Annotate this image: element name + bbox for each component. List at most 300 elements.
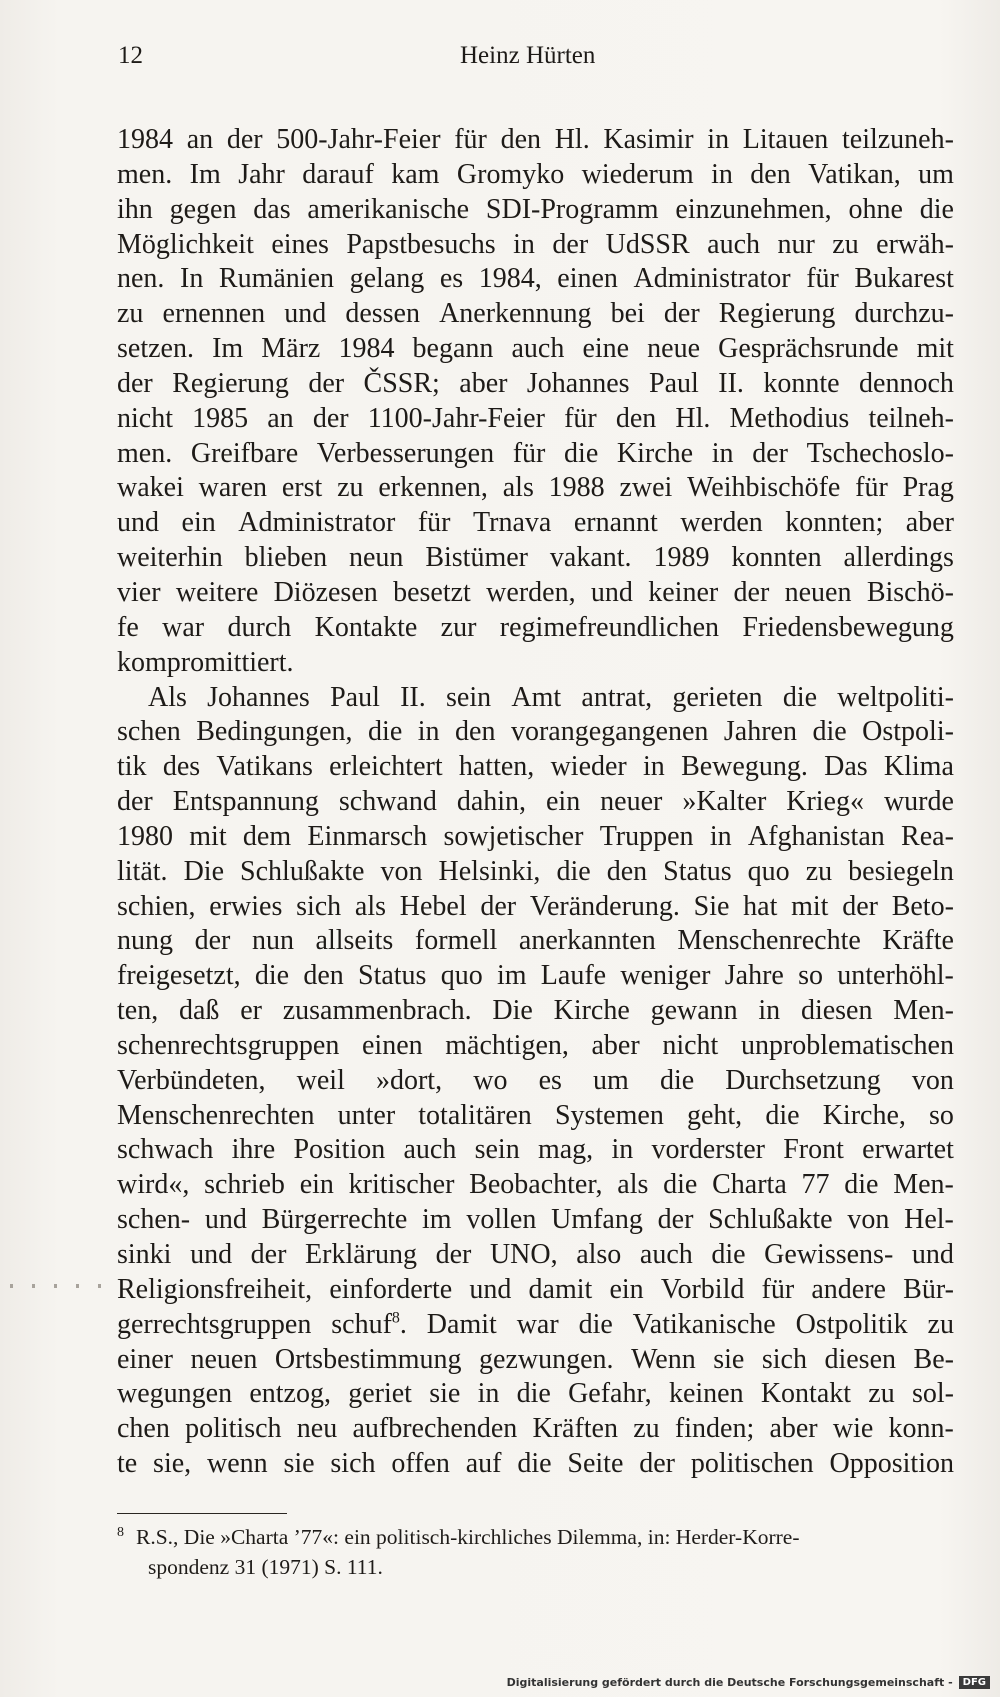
word: Klima xyxy=(883,751,954,783)
word: der xyxy=(657,1204,694,1236)
word: neu xyxy=(296,1413,338,1445)
word: Kirche xyxy=(553,995,630,1027)
word: die xyxy=(564,437,599,469)
word: auch xyxy=(511,333,565,365)
word: Administrator xyxy=(238,507,396,539)
word: zu xyxy=(805,855,833,887)
word: Greifbare xyxy=(190,437,299,469)
word: erleichtert xyxy=(329,751,443,783)
word: mächtigen, xyxy=(445,1029,569,1061)
word: wo xyxy=(473,1064,508,1096)
word: Kirche xyxy=(616,437,694,469)
text-line xyxy=(117,1029,954,1064)
text-line xyxy=(117,123,954,158)
word: hat xyxy=(743,890,778,922)
word: wenn xyxy=(206,1448,268,1480)
word: einzunehmen, xyxy=(675,193,832,225)
word: Ortsbestimmung xyxy=(274,1343,462,1375)
word: Schlußakte xyxy=(708,1204,833,1236)
word: ein xyxy=(181,507,216,539)
text-line xyxy=(117,402,954,437)
word: Status xyxy=(358,960,427,992)
text-line xyxy=(117,890,954,925)
word: schen- xyxy=(117,1204,191,1236)
word: Status xyxy=(663,855,732,887)
word: Paul xyxy=(649,367,699,399)
word: anerkannten xyxy=(518,925,656,957)
word: darauf xyxy=(302,158,374,190)
word: Religionsfreiheit, xyxy=(117,1273,313,1305)
word: nung xyxy=(117,925,173,957)
word: keiner xyxy=(648,576,719,608)
word: aufbrechenden xyxy=(352,1413,518,1445)
word: konnte xyxy=(763,367,840,399)
word: der xyxy=(194,925,231,957)
word: als xyxy=(354,890,387,922)
text-line xyxy=(117,611,954,646)
word: werden, xyxy=(486,576,576,608)
word: Einmarsch xyxy=(307,820,428,852)
word: den xyxy=(750,158,791,190)
word: Hl. xyxy=(675,402,711,434)
word: sie xyxy=(429,1378,461,1410)
word: 1985 xyxy=(192,402,249,434)
word: gegen xyxy=(169,193,237,225)
text-line xyxy=(117,1238,954,1273)
word: Möglichkeit xyxy=(117,228,254,260)
word: des xyxy=(162,751,201,783)
word: im xyxy=(496,960,527,992)
word: zur xyxy=(440,611,477,643)
word: nicht xyxy=(117,402,173,434)
word: amerikanische xyxy=(307,193,470,225)
word: gerieten xyxy=(672,681,763,713)
word: men. xyxy=(117,158,173,190)
word: neun xyxy=(348,542,404,574)
word: unproblematischen xyxy=(740,1029,954,1061)
word: sie xyxy=(283,1448,315,1480)
word: und xyxy=(284,298,327,330)
word: erwies xyxy=(209,890,283,922)
word: sich xyxy=(330,1448,376,1480)
text-line-with-footnote-ref xyxy=(117,1308,954,1343)
word: Regierung xyxy=(172,367,289,399)
word: Kirche, xyxy=(822,1099,906,1131)
word: Vatikan, xyxy=(808,158,901,190)
text-line xyxy=(117,1133,954,1168)
word: ein xyxy=(546,786,581,818)
word: der xyxy=(480,890,517,922)
word: gewann xyxy=(650,995,738,1027)
footnote xyxy=(117,1522,954,1582)
word: der xyxy=(117,367,153,399)
word: in xyxy=(707,124,730,155)
word: weltpoliti- xyxy=(837,681,954,713)
word: der xyxy=(733,576,770,608)
word: neue xyxy=(647,333,701,365)
word: wegungen xyxy=(117,1378,233,1410)
word: der xyxy=(752,437,788,469)
word: dennoch xyxy=(859,367,954,399)
word: den xyxy=(500,124,542,155)
word: Tschechoslo- xyxy=(806,437,954,469)
word: weiterhin xyxy=(117,542,223,574)
word: Methodius xyxy=(729,402,850,434)
word: eine xyxy=(582,333,630,365)
word: schrieb xyxy=(204,1169,285,1201)
text-line xyxy=(117,1273,954,1308)
text-line xyxy=(117,262,954,297)
word: Front xyxy=(783,1134,844,1166)
word: damit xyxy=(528,1273,593,1305)
footnote-text-line-2: spondenz 31 (1971) S. 111. xyxy=(148,1555,383,1579)
word: hatten, xyxy=(458,751,535,783)
word: daß xyxy=(178,995,220,1027)
word: zu xyxy=(832,228,859,260)
word: in xyxy=(709,820,732,852)
word: der xyxy=(308,367,345,399)
word: Bedingungen, xyxy=(196,716,353,748)
word: zu xyxy=(633,1413,660,1445)
word: Umfang xyxy=(551,1204,643,1236)
word: 1980 xyxy=(117,820,173,852)
word: Position xyxy=(293,1134,386,1166)
word: sein xyxy=(474,1134,520,1166)
word: er xyxy=(240,995,262,1027)
word: als xyxy=(617,1169,649,1201)
word: chen xyxy=(117,1413,170,1445)
word: in xyxy=(477,1378,500,1410)
word: die xyxy=(663,1169,698,1201)
word: der xyxy=(552,228,589,260)
word: als xyxy=(502,472,534,504)
word: Rumänien xyxy=(218,263,335,295)
running-head-author: Heinz Hürten xyxy=(460,42,596,69)
word: besiegeln xyxy=(848,855,954,887)
word: nur xyxy=(777,228,815,260)
word: in xyxy=(417,716,440,748)
word: weniger xyxy=(620,960,711,992)
word: Die xyxy=(183,855,225,887)
word: Sie xyxy=(693,890,730,922)
word: »dort, xyxy=(375,1064,443,1096)
word: gerrechtsgruppen xyxy=(117,1308,312,1340)
word: die xyxy=(782,681,818,713)
word: ein xyxy=(299,1169,334,1201)
word: vollen xyxy=(466,1204,537,1236)
word: vakant. xyxy=(549,542,632,574)
text-line xyxy=(117,471,954,506)
word: und xyxy=(117,507,159,539)
word: sol- xyxy=(911,1378,954,1410)
word: und xyxy=(190,1239,233,1270)
word: die xyxy=(578,1308,613,1340)
word: 500-Jahr-Feier xyxy=(276,124,441,155)
word: Rea- xyxy=(901,820,954,852)
word: kritischer xyxy=(348,1169,455,1201)
word: allerdings xyxy=(843,542,954,574)
word: Damit xyxy=(426,1308,497,1340)
word: sich xyxy=(296,890,342,922)
word: teilneh- xyxy=(868,402,954,434)
word: konnten xyxy=(731,542,822,574)
word: Beobachter, xyxy=(469,1169,603,1201)
word: UdSSR xyxy=(605,228,690,260)
word: antrat, xyxy=(581,681,653,713)
word: sein xyxy=(446,681,492,713)
word: Jahre xyxy=(724,960,784,992)
text-line xyxy=(117,994,954,1029)
word: mit xyxy=(916,333,954,365)
word: erkennen, xyxy=(378,472,488,504)
word: neuen xyxy=(190,1343,258,1375)
word: Bistümer xyxy=(425,542,528,574)
text-line xyxy=(117,158,954,193)
word: Ostpolitik xyxy=(795,1308,908,1340)
word: Menschenrechte xyxy=(677,925,861,957)
text-line xyxy=(117,715,954,750)
word: II. xyxy=(400,681,426,713)
word: dem xyxy=(242,820,292,852)
word: Weihbischöfe xyxy=(687,472,841,504)
word: aber xyxy=(769,1413,818,1445)
word: ohne xyxy=(848,193,903,225)
word: Friedensbewegung xyxy=(742,611,954,643)
word: und xyxy=(469,1273,512,1305)
word: blieben xyxy=(244,542,328,574)
word: zu xyxy=(337,472,364,504)
word: Das xyxy=(824,751,868,783)
word: den xyxy=(455,716,496,748)
word: gezwungen. xyxy=(479,1343,614,1375)
word: keinen xyxy=(668,1378,744,1410)
word: Hel- xyxy=(904,1204,954,1236)
word: 1984, xyxy=(478,263,542,295)
word: Diözesen xyxy=(273,576,378,608)
word: zusammenbrach. xyxy=(282,995,472,1027)
word: Kräfte xyxy=(882,925,954,957)
word: Verbündeten, xyxy=(117,1064,266,1096)
word: diesen xyxy=(800,995,873,1027)
word: sie xyxy=(713,1343,745,1375)
word: Litauen xyxy=(742,124,829,155)
word: für xyxy=(564,402,597,434)
word: SDI-Programm xyxy=(485,193,659,225)
word: und xyxy=(911,1239,954,1270)
word: Als xyxy=(148,681,187,713)
word: zu xyxy=(117,298,144,330)
word: werden xyxy=(680,507,763,539)
word: schenrechtsgruppen xyxy=(117,1029,340,1061)
word: in xyxy=(643,751,665,783)
word: Amt xyxy=(511,681,562,713)
word: Charta xyxy=(712,1169,787,1201)
word: Helsinki, xyxy=(438,855,541,887)
word: allseits xyxy=(315,925,394,957)
word: aber xyxy=(591,1029,640,1061)
word: Entspannung xyxy=(172,786,319,818)
text-line xyxy=(117,1168,954,1203)
text-line xyxy=(117,437,954,472)
word: den xyxy=(303,960,344,992)
digitization-credit xyxy=(507,1676,990,1689)
word: im xyxy=(422,1204,452,1236)
text-line xyxy=(117,506,954,541)
word: Seite xyxy=(567,1448,624,1480)
word: die xyxy=(254,960,290,992)
word: auf xyxy=(465,1448,502,1480)
word: In xyxy=(180,263,204,295)
word: die xyxy=(844,1169,879,1201)
word: und xyxy=(204,1204,247,1236)
word: Men- xyxy=(893,1169,954,1201)
word: Durchsetzung xyxy=(725,1064,881,1096)
word: tik xyxy=(117,751,147,783)
word: der xyxy=(250,1239,287,1270)
word: wieder xyxy=(550,751,627,783)
word: nun xyxy=(251,925,294,957)
word: die xyxy=(368,716,403,748)
text-line xyxy=(117,541,954,576)
word: Menschenrechten xyxy=(117,1099,315,1131)
word: Vorbild xyxy=(660,1273,745,1305)
word: für xyxy=(454,124,487,155)
credit-text: Digitalisierung gefördert durch die Deutsche Forschungsgemeinschaft - xyxy=(506,1676,953,1689)
word: von xyxy=(380,855,423,887)
word: Johannes xyxy=(207,681,310,713)
word: Truppen xyxy=(599,820,694,852)
word: erwäh- xyxy=(876,228,954,260)
word: die xyxy=(919,193,954,225)
margin-dots xyxy=(10,1284,110,1288)
text-line xyxy=(117,297,954,332)
word: Vatikans xyxy=(216,751,313,783)
word: UNO, xyxy=(489,1239,558,1270)
word: war xyxy=(162,611,205,643)
word: um xyxy=(918,158,954,190)
text-line xyxy=(117,1412,954,1447)
word: Prag xyxy=(902,472,954,504)
word: Erklärung xyxy=(305,1239,417,1270)
body-text xyxy=(117,123,954,1482)
word: für xyxy=(761,1273,795,1305)
word: in xyxy=(513,228,535,260)
word: Ostpoli- xyxy=(862,716,954,748)
word: Systemen xyxy=(554,1099,664,1131)
word: es xyxy=(439,263,464,295)
word: ČSSR; xyxy=(363,367,440,399)
word: wiederum xyxy=(581,158,694,190)
word: die xyxy=(765,1099,800,1131)
word: mag, xyxy=(537,1134,594,1166)
text-line xyxy=(117,959,954,994)
word: mit xyxy=(791,890,829,922)
word: zu xyxy=(927,1308,954,1340)
text-line xyxy=(117,1343,954,1378)
footnote-text-line-1: R.S., Die »Charta ’77«: ein politisch-kirchliches Dilemma, in: Herder-Korre- xyxy=(136,1525,800,1549)
word: Johannes xyxy=(526,367,630,399)
word: in xyxy=(711,158,733,190)
text-line xyxy=(117,681,954,716)
text-line xyxy=(117,332,954,367)
word: in xyxy=(711,437,734,469)
word: Verbesserungen xyxy=(316,437,495,469)
word: Trnava xyxy=(473,507,552,539)
text-line xyxy=(117,1099,954,1134)
word: für xyxy=(512,437,546,469)
word: weil xyxy=(296,1064,345,1096)
word: zu xyxy=(868,1378,895,1410)
word: Veränderung. xyxy=(529,890,680,922)
word: offen xyxy=(391,1448,450,1480)
word: 1984 xyxy=(338,333,395,365)
word: auch xyxy=(707,228,760,260)
word: wird«, xyxy=(117,1169,190,1201)
word: und xyxy=(590,576,633,608)
word: kam xyxy=(391,158,440,190)
word: Krieg« xyxy=(786,786,864,818)
word: quo xyxy=(440,960,483,992)
word: erwartet xyxy=(862,1134,954,1166)
word: vorangegangenen xyxy=(510,716,709,748)
word: Gefahr, xyxy=(568,1378,652,1410)
word: wakei xyxy=(117,472,184,504)
word: dessen xyxy=(345,298,420,330)
word: 1989 xyxy=(653,542,710,574)
word: wie xyxy=(832,1413,874,1445)
word: einforderte xyxy=(329,1273,453,1305)
text-line xyxy=(117,924,954,959)
word: die xyxy=(517,1448,552,1480)
word: schwach xyxy=(117,1134,214,1166)
word: der xyxy=(312,402,349,434)
word: ihn xyxy=(117,193,153,225)
word: Be- xyxy=(913,1343,954,1375)
word: Kontakt xyxy=(760,1378,852,1410)
word: für xyxy=(806,263,839,295)
word: bei xyxy=(610,298,645,330)
word: in xyxy=(758,995,781,1027)
word: lität. xyxy=(117,855,168,887)
word: Bukarest xyxy=(854,263,954,295)
word: die xyxy=(711,1239,746,1270)
text-line xyxy=(117,646,954,681)
word: von xyxy=(911,1064,954,1096)
footnote-mark: 8 xyxy=(117,1525,124,1540)
word: sie, xyxy=(153,1448,192,1480)
word: so xyxy=(798,960,823,992)
word: den xyxy=(606,855,648,887)
word: die xyxy=(812,716,847,748)
word: freigesetzt, xyxy=(117,960,241,992)
word: Gesprächsrunde xyxy=(718,333,899,365)
word: an xyxy=(186,124,214,155)
word: Kräften xyxy=(532,1413,618,1445)
word: 1100-Jahr-Feier xyxy=(367,402,545,434)
word: Opposition xyxy=(829,1448,954,1480)
word: Laufe xyxy=(540,960,607,992)
word: um xyxy=(593,1064,629,1096)
word: 77 xyxy=(801,1169,830,1201)
word: Afghanistan xyxy=(747,820,885,852)
word: teilzuneh- xyxy=(841,124,954,155)
word: März xyxy=(261,333,321,365)
word: Kontakte xyxy=(314,611,418,643)
word: konnten; xyxy=(785,507,884,539)
word: formell xyxy=(414,925,498,957)
word: einen xyxy=(361,1029,423,1061)
word: Im xyxy=(189,158,221,190)
